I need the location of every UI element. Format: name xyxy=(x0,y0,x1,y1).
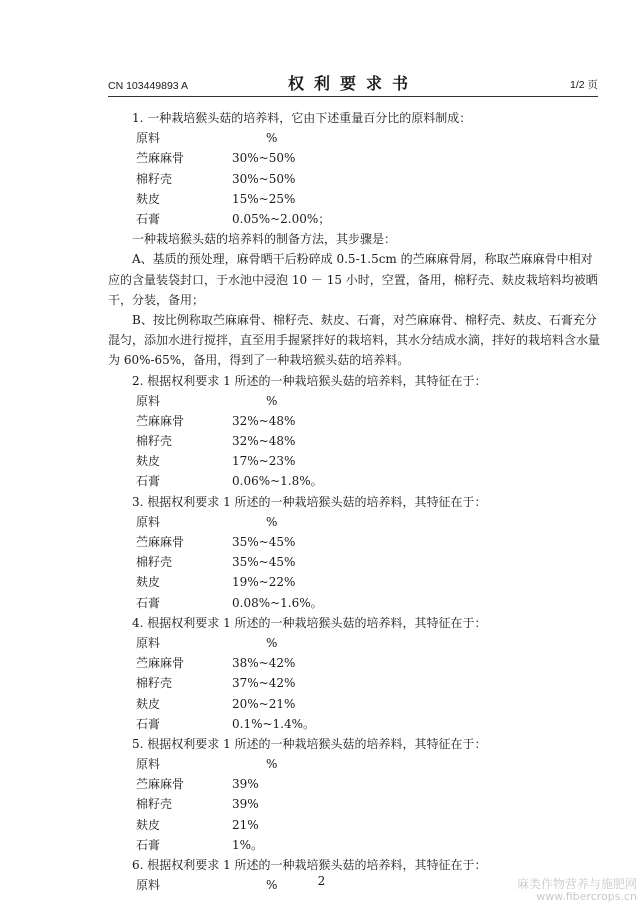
ingredient-value: 38%~42% xyxy=(232,656,296,671)
ingredient-name: 麸皮 xyxy=(136,696,161,711)
step-b: B、按比例称取苎麻麻骨、棉籽壳、麸皮、石膏，对苎麻麻骨、棉籽壳、麸皮、石膏充分混匀，添加水进行搅拌，直至用手握紧拌好的栽培料，其水分结成水滴，拌好的栽培料含水量为 60%-65%，备用，得到了一种栽培猴头菇的培养料。 xyxy=(108,312,601,368)
page-header xyxy=(108,72,598,97)
table-row xyxy=(108,471,600,491)
ingredient-value: 0.1%~1.4%。 xyxy=(232,716,316,731)
ingredient-value: 30%~50% xyxy=(232,151,296,166)
claim-4-intro: 4. 根据权利要求 1 所述的一种栽培猴头菇的培养料，其特征在于： xyxy=(132,615,487,630)
page-number: 2 xyxy=(317,874,326,888)
claim-5-intro: 5. 根据权利要求 1 所述的一种栽培猴头菇的培养料，其特征在于： xyxy=(132,736,487,751)
table-row xyxy=(108,714,600,734)
ingredient-value: 35%~45% xyxy=(232,535,296,550)
table-row xyxy=(108,552,600,572)
claim-2-intro: 2. 根据权利要求 1 所述的一种栽培猴头菇的培养料，其特征在于： xyxy=(132,373,487,388)
header-name: 原料 xyxy=(136,757,161,772)
page-title: 权利要求书 xyxy=(287,74,419,93)
table-row xyxy=(108,411,600,431)
header-unit: % xyxy=(266,878,278,893)
ingredient-value: 0.05%~2.00%； xyxy=(232,211,331,226)
table-row xyxy=(108,673,600,693)
watermark xyxy=(517,878,637,904)
method-intro: 一种栽培猴头菇的培养料的制备方法，其步骤是： xyxy=(132,232,397,247)
ingredient-name: 石膏 xyxy=(136,716,161,731)
ingredient-name: 麸皮 xyxy=(136,454,161,469)
table-row xyxy=(108,451,600,471)
ingredient-name: 石膏 xyxy=(136,837,161,852)
ingredient-name: 棉籽壳 xyxy=(136,434,173,449)
ingredient-value: 1%。 xyxy=(232,837,264,852)
ingredient-name: 石膏 xyxy=(136,474,161,489)
page-info: 1/2 页 xyxy=(569,79,598,91)
ingredient-value: 32%~48% xyxy=(232,434,296,449)
table-row xyxy=(108,209,600,229)
doc-number: CN 103449893 A xyxy=(108,80,188,92)
table-header xyxy=(108,128,600,148)
ingredient-value: 35%~45% xyxy=(232,555,296,570)
ingredient-name: 棉籽壳 xyxy=(136,555,173,570)
claim-1-intro: 1. 一种栽培猴头菇的培养料，它由下述重量百分比的原料制成： xyxy=(132,111,472,125)
header-unit: % xyxy=(266,131,278,146)
table-row xyxy=(108,593,600,613)
ingredient-value: 17%~23% xyxy=(232,454,296,469)
table-row xyxy=(108,774,600,794)
table-row xyxy=(108,431,600,451)
ingredient-name: 棉籽壳 xyxy=(136,676,173,691)
ingredient-value: 0.08%~1.6%。 xyxy=(232,595,323,610)
ingredient-name: 石膏 xyxy=(136,595,161,610)
header-unit: % xyxy=(266,393,278,408)
ingredient-value: 20%~21% xyxy=(232,696,296,711)
ingredient-value: 39% xyxy=(232,777,259,792)
header-name: 原料 xyxy=(136,393,161,408)
ingredient-value: 15%~25% xyxy=(232,191,296,206)
ingredient-name: 棉籽壳 xyxy=(136,797,173,812)
ingredient-value: 0.06%~1.8%。 xyxy=(232,474,323,489)
watermark-url: www.fibercrops.cn xyxy=(536,890,637,904)
ingredient-name: 麸皮 xyxy=(136,817,161,832)
table-row xyxy=(108,189,600,209)
watermark-cn: 麻类作物营养与施肥网 xyxy=(516,876,637,891)
table-row xyxy=(108,694,600,714)
ingredient-name: 苎麻麻骨 xyxy=(136,656,185,671)
table-row xyxy=(108,148,600,168)
ingredient-name: 苎麻麻骨 xyxy=(136,777,185,792)
ingredient-name: 苎麻麻骨 xyxy=(136,535,185,550)
ingredient-value: 39% xyxy=(232,797,259,812)
header-name: 原料 xyxy=(136,878,161,893)
table-row xyxy=(108,835,600,855)
table-row xyxy=(108,653,600,673)
table-row xyxy=(108,815,600,835)
table-row xyxy=(108,169,600,189)
step-a: A、基质的预处理，麻骨晒干后粉碎成 0.5-1.5cm 的苎麻麻骨屑，称取苎麻麻骨中相对应的含量装袋封口，于水池中浸泡 10 － 15 小时，空置，备用，棉籽壳、麸皮栽培料均被晒干，分装，备用； xyxy=(108,252,598,307)
ingredient-value: 19%~22% xyxy=(232,575,296,590)
ingredient-value: 32%~48% xyxy=(232,413,296,428)
ingredient-name: 苎麻麻骨 xyxy=(136,413,185,428)
table-row xyxy=(108,794,600,814)
table-row xyxy=(108,532,600,552)
ingredient-name: 苎麻麻骨 xyxy=(136,151,185,166)
claims-body xyxy=(108,108,600,895)
ingredient-value: 21% xyxy=(232,817,259,832)
header-unit: % xyxy=(266,757,278,772)
table-header xyxy=(108,633,600,653)
header-unit: % xyxy=(266,635,278,650)
ingredient-name: 棉籽壳 xyxy=(136,171,173,186)
ingredient-name: 麸皮 xyxy=(136,191,161,206)
claim-6-intro: 6. 根据权利要求 1 所述的一种栽培猴头菇的培养料，其特征在于： xyxy=(132,858,487,873)
header-name: 原料 xyxy=(136,635,161,650)
table-row xyxy=(108,572,600,592)
ingredient-value: 30%~50% xyxy=(232,171,296,186)
header-unit: % xyxy=(266,514,278,529)
header-name: 原料 xyxy=(136,514,161,529)
table-header xyxy=(108,512,600,532)
ingredient-value: 37%~42% xyxy=(232,676,296,691)
claim-3-intro: 3. 根据权利要求 1 所述的一种栽培猴头菇的培养料，其特征在于： xyxy=(132,494,487,509)
header-name: 原料 xyxy=(136,131,161,146)
table-header xyxy=(108,754,600,774)
ingredient-name: 麸皮 xyxy=(136,575,161,590)
ingredient-name: 石膏 xyxy=(136,211,161,226)
table-header xyxy=(108,391,600,411)
